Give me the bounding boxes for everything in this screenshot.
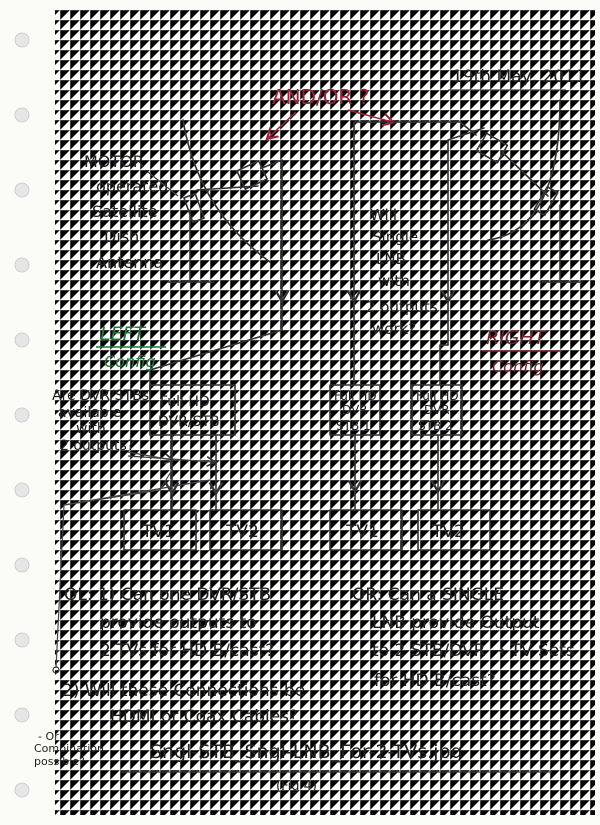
left-dvr-line-1: Full HD: [160, 394, 210, 410]
qr-line-4: for HD B/cast?: [374, 671, 496, 691]
ql-line-1: QL: 1) Can one DVR/STB: [64, 585, 272, 605]
left-tv1-label: TV1: [142, 522, 175, 542]
ql-line-2: provide outputs to: [100, 613, 257, 633]
binder-holes: [15, 33, 29, 797]
are-dvr-label-1: Are DVR/STBs: [52, 388, 149, 404]
right-tv1-label: TV1: [346, 522, 379, 542]
stb2-line-2: DVR: [424, 403, 450, 417]
will-label-3: LNB: [376, 250, 406, 268]
ql-line-3: 2 TVs for HD B/cast?: [100, 641, 275, 661]
or-line-3: possible?: [34, 755, 85, 768]
ql2-line-2: HDMI or Coax Cables?: [110, 707, 299, 727]
stb1-line-1: Full HD: [334, 389, 377, 403]
will-label-5: 2 outputs: [366, 298, 438, 316]
qr-line-3: to 2 STB/DVR → TV Sets: [372, 641, 575, 661]
right-config-sub: Config: [492, 357, 544, 376]
left-config-title: LEFT: [100, 323, 146, 345]
date-label: 19th May, 2011: [452, 67, 586, 87]
will-label-2: Single: [372, 228, 419, 246]
right-config-title: RIGHT: [486, 327, 546, 349]
left-dish-label-5: Antenna: [96, 253, 164, 272]
left-tv2-label: TV2: [226, 522, 259, 542]
qr-line-1: QR: Can a SINGLE: [352, 585, 504, 605]
left-dish-label-1: MOTOR: [84, 152, 144, 171]
are-dvr-label-4: 2 outputs?: [60, 438, 135, 454]
are-dvr-label-2: available: [58, 405, 122, 421]
will-label-4: with: [378, 272, 410, 290]
are-dvr-label-3: with: [76, 421, 106, 437]
or-line-1: - Or: [38, 730, 59, 743]
filename-label: Sngl-STB_Sngl-LNB_For-2-TVs.jpg: [150, 741, 463, 763]
left-dvr-line-2: DVR/STB: [158, 414, 220, 430]
stb2-line-1: Full HD: [416, 389, 459, 403]
stb2-line-3: STB 2: [418, 419, 453, 433]
will-label-1: Will: [370, 206, 398, 224]
or-line-2: Combination: [34, 742, 104, 755]
right-tv2-label: TV2: [432, 522, 465, 542]
left-config-sub: Config: [104, 352, 156, 371]
fig-label: (Fig 4): [276, 779, 317, 794]
left-dish-label-3: Satellite: [92, 202, 158, 221]
stb1-line-2: DVR: [342, 403, 368, 417]
ql2-line-1: 2) Will these Connections be: [62, 681, 306, 701]
will-label-6: work?: [372, 320, 417, 338]
qr-line-2: LNB provide Output: [372, 613, 540, 633]
and-or-label: AND/OR ?: [272, 85, 370, 109]
left-dish-label-4: Dish: [104, 227, 140, 246]
stb1-line-3: STB 1: [336, 419, 371, 433]
left-dish-label-2: operated: [96, 177, 169, 196]
